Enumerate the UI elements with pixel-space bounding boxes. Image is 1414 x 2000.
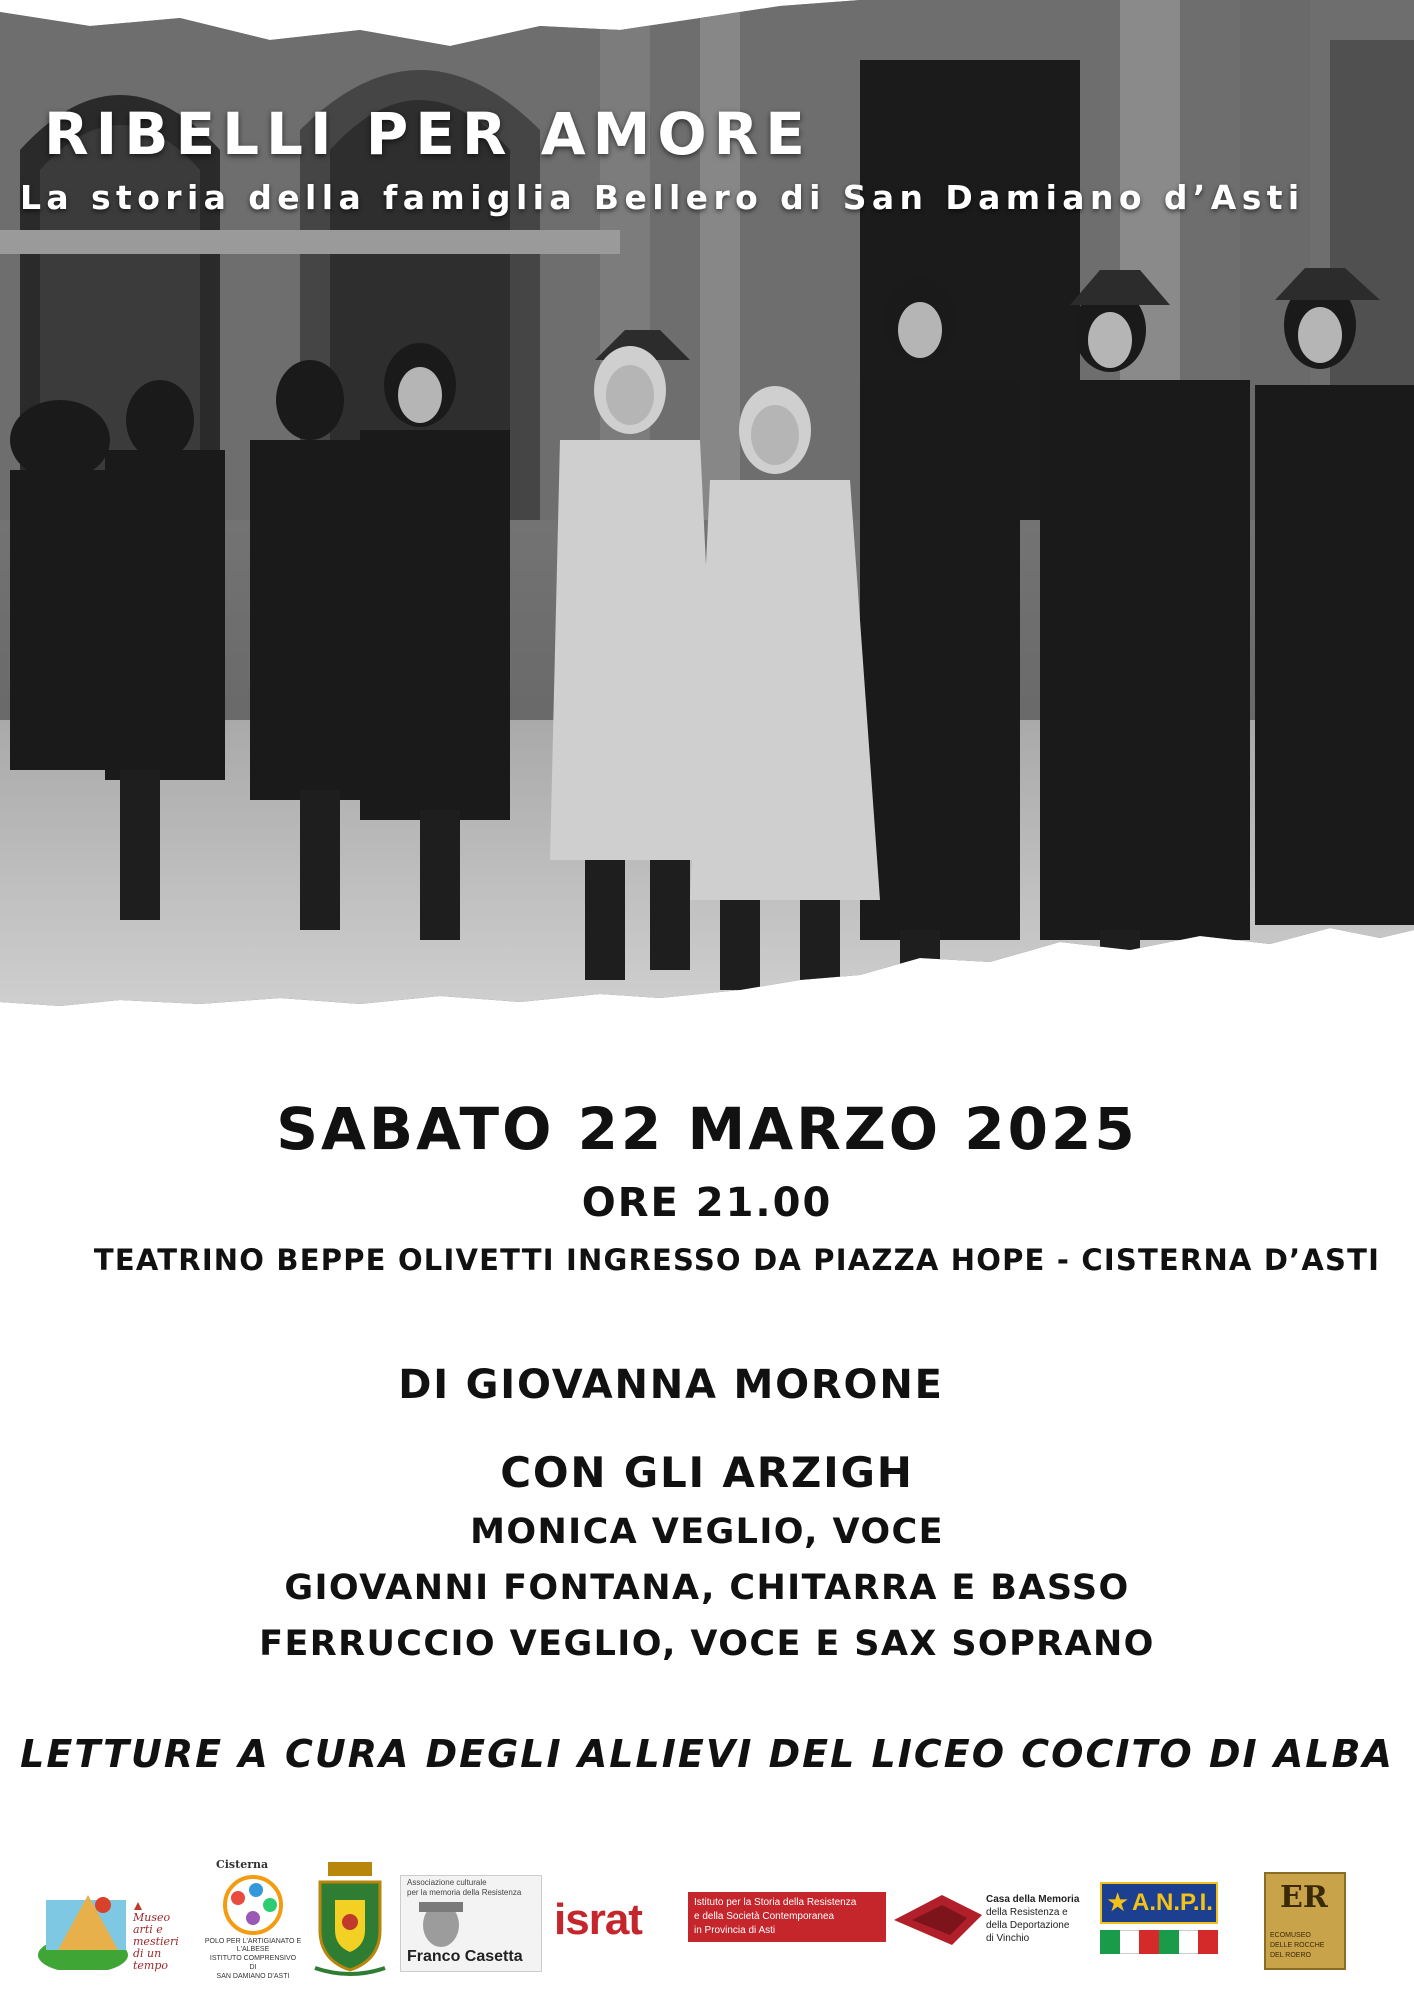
israt-desc-line: Istituto per la Storia della Resistenza [694,1897,857,1908]
museo-logo [38,1870,183,1973]
casa-memoria-logo [892,1890,1092,1950]
ecomuseo-line: DEL ROERO [1270,1952,1311,1959]
ecomuseo-logo [1264,1872,1346,1970]
casetta-logo [400,1875,542,1972]
member-line: MONICA VEGLIO, VOCE [470,1512,944,1552]
casa-memoria-line: della Deportazione [986,1920,1070,1931]
event-subtitle: La storia della famiglia Bellero di San Damiano d’Asti [20,178,1305,217]
cisterna-name: Cisterna [216,1858,269,1871]
group-credit: CON GLI ARZIGH [500,1448,914,1497]
israt-wordmark: israt [554,1895,642,1944]
casetta-name: Franco Casetta [407,1948,523,1965]
ecomuseo-line: ECOMUSEO [1270,1932,1311,1939]
author-credit: DI GIOVANNA MORONE [398,1362,944,1408]
ecomuseo-mark: ER [1280,1880,1328,1915]
sponsor-logos [0,1860,1414,1980]
israt-description [688,1892,886,1942]
istituto-line: DI [249,1964,257,1971]
ecomuseo-line: DELLE ROCCHE [1270,1942,1325,1949]
readings-credit: LETTURE A CURA DEGLI ALLIEVI DEL LICEO COCITO DI ALBA [20,1732,1394,1776]
member-line: FERRUCCIO VEGLIO, VOCE E SAX SOPRANO [259,1624,1155,1664]
polo-text: POLO PER L'ARTIGIANATO E L'ALBESE [204,1938,302,1953]
polo-albese-logo [198,1860,308,1980]
anpi-wordmark: A.N.P.I. [1132,1889,1213,1916]
event-title: RIBELLI PER AMORE [44,100,812,168]
israt-desc-line: in Provincia di Asti [694,1925,776,1936]
star-icon: ★ [1106,1887,1130,1917]
coat-of-arms-logo [310,1860,390,1980]
casa-memoria-line: di Vinchio [986,1933,1030,1944]
member-line: GIOVANNI FONTANA, CHITARRA E BASSO [284,1568,1130,1608]
casetta-line: per la memoria della Resistenza [407,1888,522,1897]
museo-text: Museo arti e mestieri di un tempo [133,1911,179,1973]
istituto-line: SAN DAMIANO D'ASTI [216,1973,290,1980]
istituto-line: ISTITUTO COMPRENSIVO [209,1955,297,1962]
event-date: SABATO 22 MARZO 2025 [276,1095,1138,1163]
event-time: ORE 21.00 [581,1180,833,1226]
anpi-logo [1100,1882,1218,1956]
israt-desc-line: e della Società Contemporanea [694,1911,835,1922]
casetta-line: Associazione culturale [407,1878,487,1887]
casa-memoria-line: della Resistenza e [986,1907,1068,1918]
event-venue: TEATRINO BEPPE OLIVETTI INGRESSO DA PIAZZA HOPE - CISTERNA D’ASTI [93,1243,1381,1277]
israt-logo [554,1895,684,1955]
casa-memoria-line: Casa della Memoria [986,1894,1080,1905]
